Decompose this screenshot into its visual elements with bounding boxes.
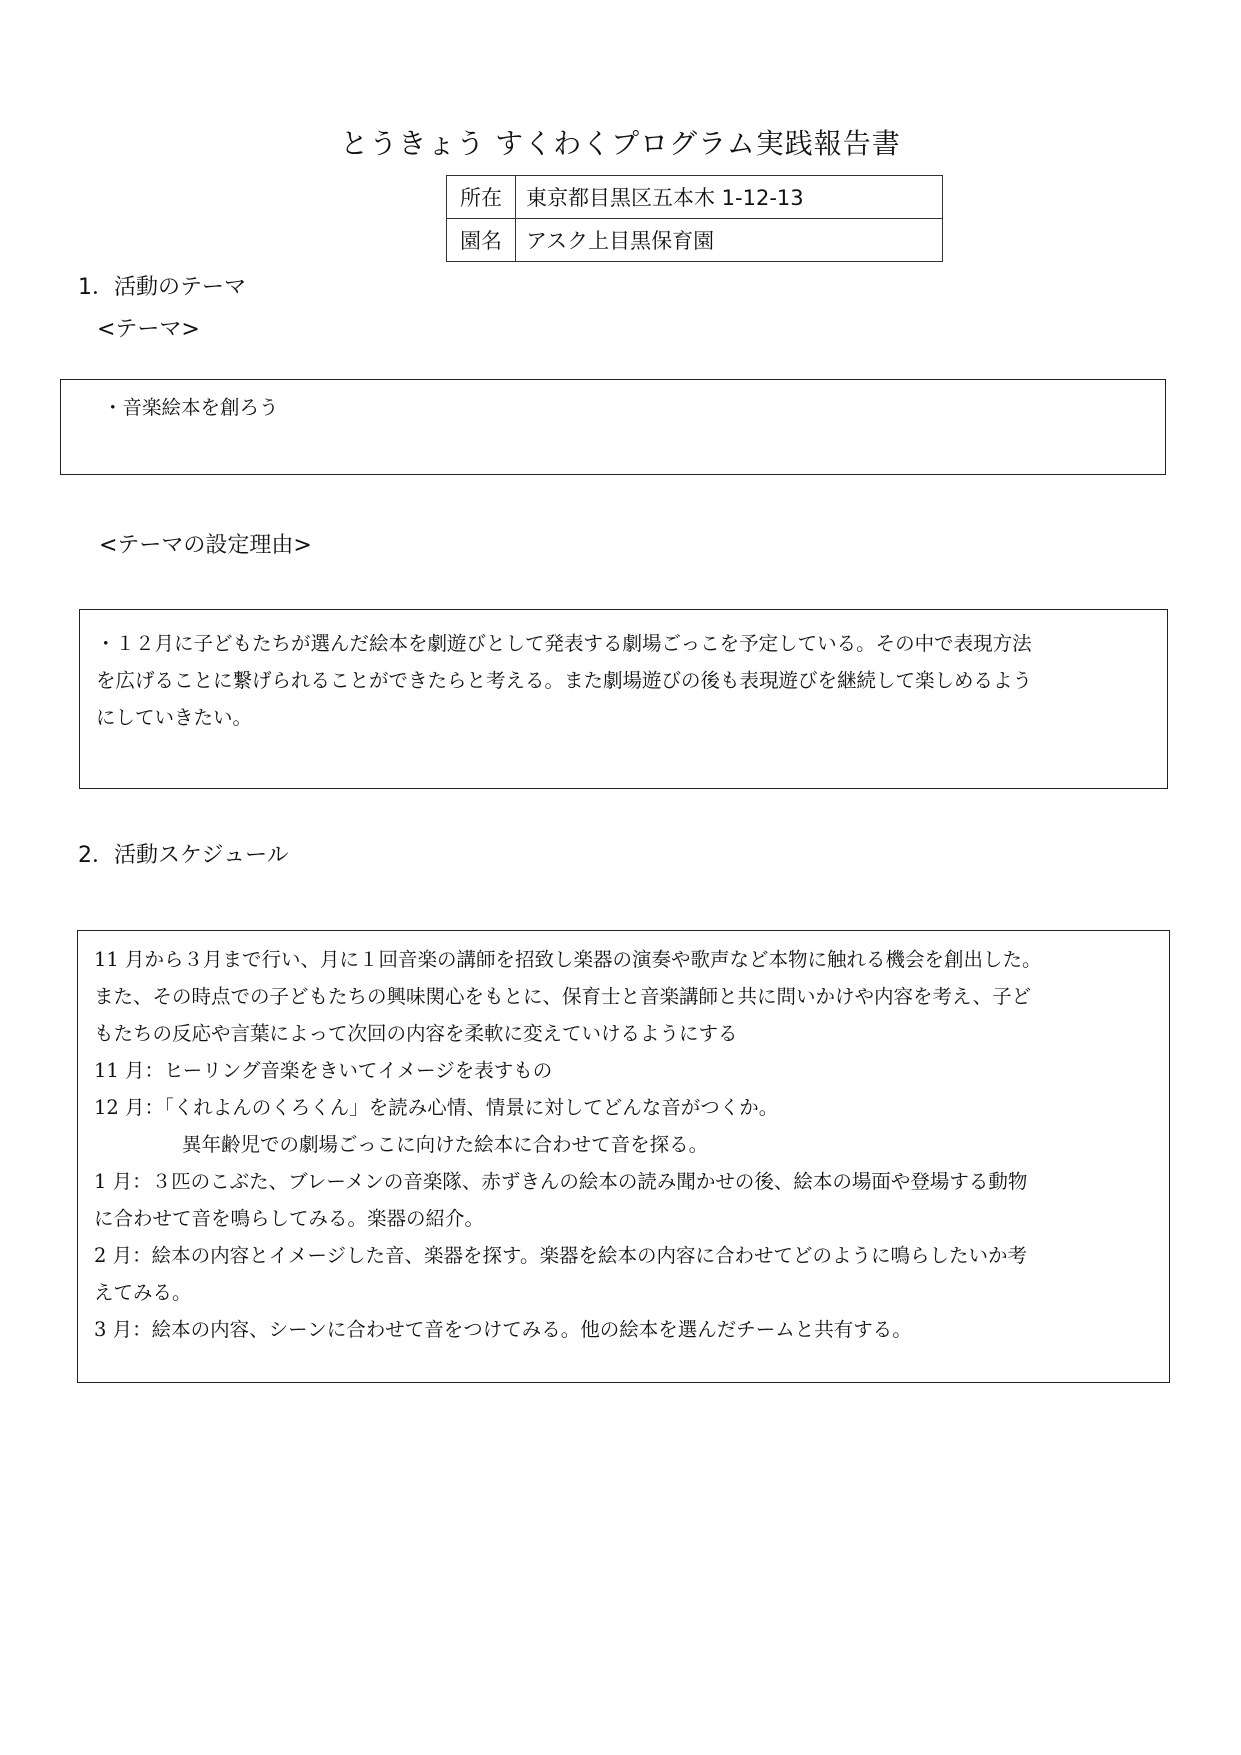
- reason-line: を広げることに繋げられることができたらと考える。また劇場遊びの後も表現遊びを継続して楽しめるよう: [96, 669, 1033, 692]
- schedule-line: 11 月：ヒーリング音楽をきいてイメージを表すもの: [94, 1059, 553, 1082]
- section-heading-schedule: 2．活動スケジュール: [78, 843, 289, 868]
- reason-line: にしていきたい。: [96, 706, 253, 729]
- theme-label: <テーマ>: [97, 317, 200, 342]
- schedule-line: 1 月：３匹のこぶた、ブレーメンの音楽隊、赤ずきんの絵本の読み聞かせの後、絵本の場面や登場する動物: [94, 1170, 1028, 1193]
- location-row: [447, 176, 943, 219]
- page-title: とうきょう すくわくプログラム実践報告書: [340, 127, 901, 160]
- theme-reason-label: <テーマの設定理由>: [99, 533, 312, 558]
- schedule-line: に合わせて音を鳴らしてみる。楽器の紹介。: [94, 1207, 485, 1230]
- facility-name-value: アスク上目黒保育園: [516, 219, 943, 262]
- theme-box: [60, 379, 1166, 475]
- schedule-line: もたちの反応や言葉によって次回の内容を柔軟に変えていけるようにする: [94, 1022, 738, 1045]
- facility-name-label: 園名: [447, 219, 516, 262]
- schedule-line: 3 月：絵本の内容、シーンに合わせて音をつけてみる。他の絵本を選んだチームと共有する。: [94, 1318, 912, 1341]
- schedule-line: 12 月：「くれよんのくろくん」を読み心情、情景に対してどんな音がつくか。: [94, 1096, 779, 1119]
- location-value: 東京都目黒区五本木 1-12-13: [516, 176, 943, 219]
- location-label: 所在: [447, 176, 516, 219]
- facility-info-table: [446, 175, 943, 262]
- reason-line: ・１２月に子どもたちが選んだ絵本を劇遊びとして発表する劇場ごっこを予定している。その中で表現方法: [96, 632, 1032, 655]
- schedule-line: 異年齢児での劇場ごっこに向けた絵本に合わせて音を探る。: [182, 1133, 709, 1156]
- section-heading-theme: 1．活動のテーマ: [78, 275, 246, 300]
- theme-text: ・音楽絵本を創ろう: [103, 396, 279, 419]
- facility-name-row: [447, 219, 943, 262]
- schedule-line: また、その時点での子どもたちの興味関心をもとに、保育士と音楽講師と共に問いかけや内容を考え、子ど: [94, 985, 1032, 1008]
- schedule-line: 11 月から３月まで行い、月に１回音楽の講師を招致し楽器の演奏や歌声など本物に触れる機会を創出した。: [94, 948, 1042, 971]
- schedule-line: えてみる。: [94, 1281, 192, 1304]
- schedule-box: [77, 930, 1170, 1383]
- schedule-line: 2 月：絵本の内容とイメージした音、楽器を探す。楽器を絵本の内容に合わせてどのように鳴らしたいか考: [94, 1244, 1027, 1267]
- theme-reason-box: [79, 609, 1168, 789]
